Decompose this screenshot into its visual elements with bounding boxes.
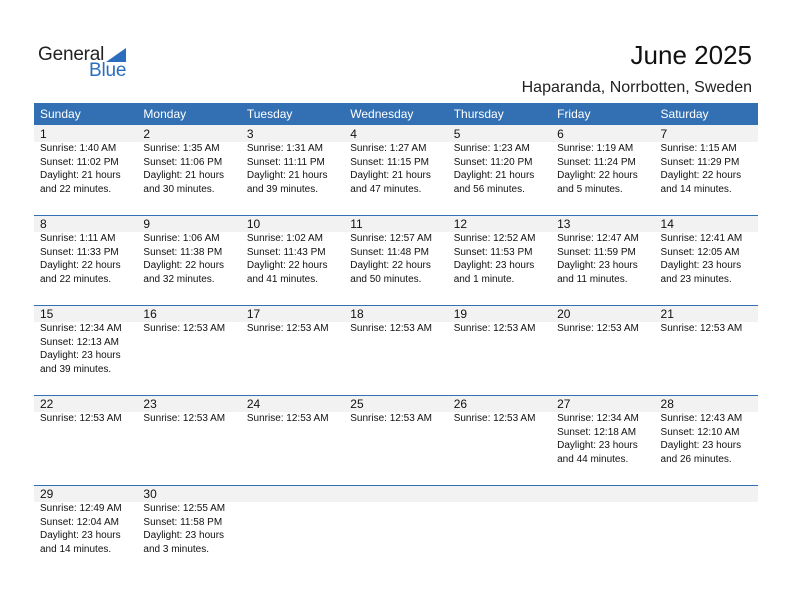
- day-info-line: Daylight: 23 hours: [453, 260, 535, 272]
- day-cell: [137, 305, 240, 376]
- logo-general-text: General: [38, 44, 105, 65]
- week-days: [34, 485, 758, 556]
- day-cell: [344, 215, 447, 286]
- day-cell: [137, 125, 240, 196]
- day-cell: [655, 305, 758, 376]
- weekday-saturday: Saturday: [660, 107, 709, 121]
- day-number: 1: [40, 127, 47, 141]
- day-cell: [34, 395, 137, 466]
- day-info-line: Sunrise: 12:53 AM: [350, 413, 432, 424]
- weekday-friday: Friday: [557, 107, 591, 121]
- day-info-line: and 32 minutes.: [143, 273, 215, 285]
- day-info-line: Daylight: 23 hours: [40, 350, 121, 362]
- day-info-line: Daylight: 21 hours: [40, 170, 121, 182]
- day-number: 6: [557, 127, 564, 141]
- day-info-line: and 22 minutes.: [40, 273, 112, 285]
- day-info-line: Daylight: 23 hours: [660, 260, 742, 272]
- day-info-line: and 41 minutes.: [246, 273, 319, 285]
- day-number: 14: [660, 217, 674, 231]
- day-number: 10: [246, 217, 261, 231]
- day-number: 23: [143, 397, 157, 411]
- day-info-line: Daylight: 21 hours: [453, 170, 535, 182]
- day-number: 9: [143, 217, 151, 231]
- day-number: 4: [350, 127, 357, 141]
- day-cell: [344, 305, 447, 376]
- day-cell: [34, 485, 137, 556]
- day-cell: [137, 215, 240, 286]
- day-number: [247, 485, 344, 502]
- day-cell: [34, 125, 137, 196]
- day-number: 2: [143, 127, 151, 141]
- day-info-line: Daylight: 23 hours: [143, 530, 225, 542]
- day-number: 27: [557, 397, 571, 411]
- day-info-line: Sunrise: 1:02 AM: [246, 233, 323, 244]
- day-cell: [241, 125, 344, 196]
- day-number: 25: [350, 397, 364, 411]
- week-days: [34, 395, 758, 466]
- day-info-line: Sunset: 11:29 PM: [660, 156, 740, 168]
- calendar-week: [34, 395, 758, 485]
- day-cell: [241, 485, 344, 556]
- weekday-sunday: Sunday: [40, 107, 81, 121]
- day-number: 16: [143, 307, 157, 321]
- day-info-line: Sunrise: 1:35 AM: [143, 143, 220, 154]
- day-info-line: Sunset: 11:11 PM: [246, 156, 325, 168]
- week-days: [34, 125, 758, 196]
- calendar-week: [34, 305, 758, 395]
- day-info-line: Sunrise: 1:40 AM: [40, 143, 117, 154]
- calendar-grid: [34, 103, 758, 575]
- day-number: 5: [453, 127, 461, 141]
- day-cell: [448, 305, 551, 376]
- day-number: 22: [40, 397, 54, 411]
- day-info-line: Sunset: 11:20 PM: [453, 156, 533, 168]
- day-info-line: and 47 minutes.: [350, 183, 422, 195]
- day-info-line: Daylight: 22 hours: [660, 170, 742, 182]
- day-info-line: Sunset: 11:24 PM: [557, 156, 636, 168]
- day-number: 20: [557, 307, 571, 321]
- day-cell: [655, 125, 758, 196]
- location-subtitle: Haparanda, Norrbotten, Sweden: [521, 79, 752, 96]
- day-number: 11: [350, 217, 363, 231]
- day-info-line: Sunrise: 1:27 AM: [350, 143, 427, 154]
- weekday-wednesday: Wednesday: [350, 107, 414, 121]
- brand-logo: [38, 44, 138, 84]
- day-cell: [551, 485, 654, 556]
- day-number: [557, 485, 654, 502]
- day-info-line: Sunrise: 12:53 AM: [453, 413, 536, 424]
- day-cell: [655, 215, 758, 286]
- day-cell: [551, 215, 654, 286]
- day-cell: [34, 215, 137, 286]
- weekday-header: [34, 103, 758, 125]
- day-info-line: Sunrise: 12:53 AM: [660, 323, 743, 334]
- day-cell: [448, 215, 551, 286]
- weekday-tuesday: Tuesday: [246, 107, 293, 121]
- day-info-line: Sunrise: 12:53 AM: [143, 323, 226, 334]
- day-info-line: Sunset: 11:33 PM: [40, 246, 119, 258]
- day-info-line: and 11 minutes.: [557, 273, 628, 285]
- day-info-line: Sunrise: 1:31 AM: [246, 143, 323, 154]
- day-number: [661, 485, 758, 502]
- day-info-line: Sunrise: 12:34 AM: [557, 413, 639, 424]
- day-info-line: Sunset: 12:04 AM: [40, 516, 119, 528]
- calendar-week: [34, 485, 758, 575]
- day-info-line: Daylight: 23 hours: [557, 440, 638, 452]
- day-info-line: and 26 minutes.: [660, 453, 732, 465]
- day-info-line: Sunset: 11:38 PM: [143, 246, 223, 258]
- day-number: 13: [557, 217, 571, 231]
- day-info-line: Sunrise: 1:15 AM: [660, 143, 737, 154]
- day-number: 18: [350, 307, 364, 321]
- day-info-line: Sunrise: 12:43 AM: [660, 413, 743, 424]
- day-info-line: Sunset: 11:48 PM: [350, 246, 430, 258]
- day-number: 8: [40, 217, 47, 231]
- day-info-line: Sunrise: 1:11 AM: [40, 233, 116, 244]
- day-info-line: and 14 minutes.: [40, 543, 112, 555]
- day-cell: [241, 215, 344, 286]
- day-info-line: and 39 minutes.: [40, 363, 112, 375]
- day-info-line: and 5 minutes.: [557, 183, 623, 195]
- calendar-week: [34, 215, 758, 305]
- day-info-line: Sunrise: 12:34 AM: [40, 323, 122, 334]
- day-info-line: Daylight: 22 hours: [350, 260, 431, 272]
- day-cell: [655, 485, 758, 556]
- day-info-line: Daylight: 23 hours: [40, 530, 121, 542]
- calendar-weeks: [34, 125, 758, 575]
- day-info-line: and 30 minutes.: [143, 183, 215, 195]
- day-number: 19: [453, 307, 468, 321]
- day-cell: [344, 125, 447, 196]
- day-number: 3: [246, 127, 254, 141]
- day-cell: [551, 395, 654, 466]
- day-info-line: Sunset: 11:53 PM: [453, 246, 533, 258]
- day-info-line: Sunrise: 1:19 AM: [557, 143, 634, 154]
- day-cell: [551, 305, 654, 376]
- day-cell: [448, 485, 551, 556]
- day-number: 21: [660, 307, 674, 321]
- day-info-line: Sunrise: 12:53 AM: [350, 323, 432, 334]
- day-info-line: Sunset: 11:15 PM: [350, 156, 430, 168]
- day-info-line: and 22 minutes.: [40, 183, 112, 195]
- day-info-line: Sunset: 12:10 AM: [660, 426, 740, 438]
- day-info-line: Sunrise: 12:49 AM: [40, 503, 122, 514]
- day-number: 7: [660, 127, 668, 141]
- day-info-line: Daylight: 23 hours: [660, 440, 742, 452]
- day-cell: [34, 305, 137, 376]
- day-cell: [448, 395, 551, 466]
- day-number: 24: [246, 397, 261, 411]
- week-days: [34, 305, 758, 376]
- day-number: [350, 485, 447, 502]
- day-info-line: Daylight: 22 hours: [557, 170, 638, 182]
- day-info-line: and 3 minutes.: [143, 543, 210, 555]
- day-info-line: Daylight: 21 hours: [350, 170, 431, 182]
- day-info-line: Sunrise: 12:52 AM: [453, 233, 536, 244]
- day-info-line: Sunrise: 12:53 AM: [557, 323, 639, 334]
- day-info-line: Sunset: 11:02 PM: [40, 156, 119, 168]
- day-info-line: Daylight: 21 hours: [246, 170, 328, 182]
- day-cell: [655, 395, 758, 466]
- day-info-line: and 50 minutes.: [350, 273, 422, 285]
- day-info-line: and 39 minutes.: [246, 183, 319, 195]
- day-number: 15: [40, 307, 54, 321]
- day-info-line: Sunset: 11:59 PM: [557, 246, 636, 258]
- day-cell: [137, 485, 240, 556]
- day-info-line: Sunset: 12:13 AM: [40, 336, 119, 348]
- day-info-line: Sunrise: 12:53 AM: [246, 413, 329, 424]
- day-number: 28: [660, 397, 674, 411]
- day-info-line: Sunrise: 12:53 AM: [40, 413, 122, 424]
- day-cell: [137, 395, 240, 466]
- day-info-line: Sunrise: 1:23 AM: [453, 143, 530, 154]
- day-info-line: Daylight: 22 hours: [143, 260, 225, 272]
- day-cell: [344, 485, 447, 556]
- day-cell: [241, 305, 344, 376]
- logo-blue-text: Blue: [89, 60, 127, 81]
- day-cell: [551, 125, 654, 196]
- day-info-line: Sunrise: 12:55 AM: [143, 503, 226, 514]
- day-info-line: Sunrise: 12:53 AM: [246, 323, 329, 334]
- day-cell: [344, 395, 447, 466]
- day-info-line: Sunrise: 12:53 AM: [143, 413, 226, 424]
- day-cell: [241, 395, 344, 466]
- day-info-line: and 23 minutes.: [660, 273, 732, 285]
- day-number: 26: [453, 397, 468, 411]
- day-info-line: Sunset: 11:58 PM: [143, 516, 223, 528]
- day-number: 29: [40, 487, 54, 501]
- day-info-line: Sunrise: 12:47 AM: [557, 233, 639, 244]
- day-number: 30: [143, 487, 157, 501]
- day-info-line: Daylight: 23 hours: [557, 260, 638, 272]
- day-info-line: Sunrise: 1:06 AM: [143, 233, 220, 244]
- week-days: [34, 215, 758, 286]
- day-number: 17: [246, 307, 261, 321]
- day-info-line: Sunrise: 12:57 AM: [350, 233, 432, 244]
- day-info-line: Daylight: 21 hours: [143, 170, 225, 182]
- calendar-week: [34, 125, 758, 215]
- page-title: June 2025: [630, 40, 752, 70]
- day-info-line: Sunset: 12:18 AM: [557, 426, 637, 438]
- day-info-line: and 14 minutes.: [660, 183, 732, 195]
- day-info-line: and 44 minutes.: [557, 453, 629, 465]
- day-info-line: Sunset: 12:05 AM: [660, 246, 740, 258]
- day-info-line: Sunset: 11:06 PM: [143, 156, 223, 168]
- day-info-line: and 56 minutes.: [453, 183, 525, 195]
- day-number: [454, 485, 551, 502]
- weekday-thursday: Thursday: [453, 107, 504, 121]
- day-info-line: and 1 minute.: [453, 273, 515, 285]
- day-number: 12: [453, 217, 468, 231]
- day-info-line: Daylight: 22 hours: [40, 260, 121, 272]
- day-info-line: Sunset: 11:43 PM: [246, 246, 326, 258]
- day-info-line: Daylight: 22 hours: [246, 260, 328, 272]
- day-cell: [448, 125, 551, 196]
- day-info-line: Sunrise: 12:41 AM: [660, 233, 743, 244]
- weekday-monday: Monday: [143, 107, 187, 121]
- day-info-line: Sunrise: 12:53 AM: [453, 323, 536, 334]
